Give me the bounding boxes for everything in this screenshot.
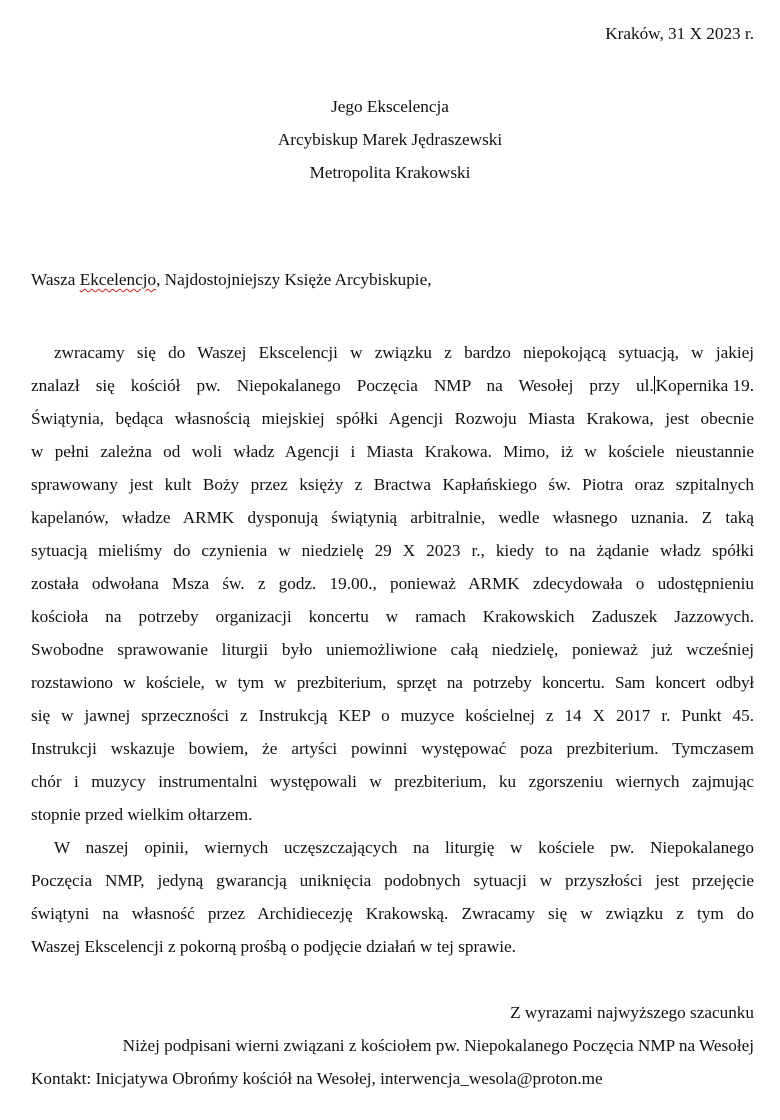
body-line-text: Kopernika 19. [655,376,754,395]
body-line: kościoła na potrzeby organizacji koncertu w ramach Krakowskich Zaduszek Jazzowych. [31,607,754,626]
body-line: chór i muzycy instrumentalni występowali w prezbiterium, ku zgorszeniu wiernych zajmując [31,772,754,791]
body-line: świątyni na własność przez Archidiecezję Krakowską. Zwracamy się w związku z tym do [31,904,754,923]
body-line: sytuacją mieliśmy do czynienia w niedzielę 29 X 2023 r., kiedy to na żądanie władz spółki [31,541,754,560]
text-cursor [654,376,655,394]
body-line: Waszej Ekscelencji z pokorną prośbą o podjęcie działań w tej sprawie. [31,937,516,956]
body-line: W naszej opinii, wiernych uczęszczających na liturgię w kościele pw. Niepokalanego [54,838,754,857]
body-line: Świątynia, będąca własnością miejskiej spółki Agencji Rozwoju Miasta Krakowa, jest obecnie [31,409,754,428]
place-date: Kraków, 31 X 2023 r. [605,24,754,43]
body-line: sprawowany jest kult Boży przez księży z Bractwa Kapłańskiego św. Piotra oraz szpitalnych [31,475,754,494]
signature: Niżej podpisani wierni związani z kościołem pw. Niepokalanego Poczęcia NMP na Wesołej [122,1036,754,1055]
body-line: Swobodne sprawowanie liturgii było uniemożliwione całą niedzielę, ponieważ już wcześniej [31,640,754,659]
body-line: się w jawnej sprzeczności z Instrukcją KEP o muzyce kościelnej z 14 X 2017 r. Punkt 45. [31,706,754,725]
body-line: zwracamy się do Waszej Ekscelencji w związku z bardzo niepokojącą sytuacją, w jakiej [54,343,754,362]
salutation-end: , Najdostojniejszy Księże Arcybiskupie, [156,270,432,289]
body-line: w pełni zależna od woli władz Agencji i Miasta Krakowa. Mimo, iż w kościele nieustannie [31,442,754,461]
body-line: rozstawiono w kościele, w tym w prezbiterium, sprzęt na potrzeby koncertu. Sam koncert odbył [31,673,754,692]
body-line: została odwołana Msza św. z godz. 19.00., ponieważ ARMK zdecydowała o udostępnieniu [31,574,754,593]
body-line: Instrukcji wskazuje bowiem, że artyści powinni występować poza prezbiterium. Tymczasem [31,739,754,758]
contact-line: Kontakt: Inicjatywa Obrońmy kościół na Wesołej, interwencja_wesola@proton.me [31,1069,603,1088]
body-line-text: znalazł się kościół pw. Niepokalanego Poczęcia NMP na Wesołej przy ul. [31,376,654,395]
body-line: Poczęcia NMP, jedyną gwarancją uniknięcia podobnych sytuacji w przyszłości jest przejęcie [31,871,754,890]
body-line: stopnie przed wielkim ołtarzem. [31,805,253,824]
addressee-office: Metropolita Krakowski [309,163,471,182]
salutation [31,270,754,290]
salutation-start: Wasza [31,270,80,289]
body-line: kapelanów, władze ARMK dysponują świątynią arbitralnie, wedle własnego uznania. Z taką [31,508,754,527]
addressee-title: Jego Ekscelencja [331,97,449,116]
addressee-name: Arcybiskup Marek Jędraszewski [277,130,503,149]
body-line [31,376,754,396]
closing: Z wyrazami najwyższego szacunku [510,1003,754,1022]
spellcheck-error-word[interactable]: Ekcelencjo [79,270,157,289]
